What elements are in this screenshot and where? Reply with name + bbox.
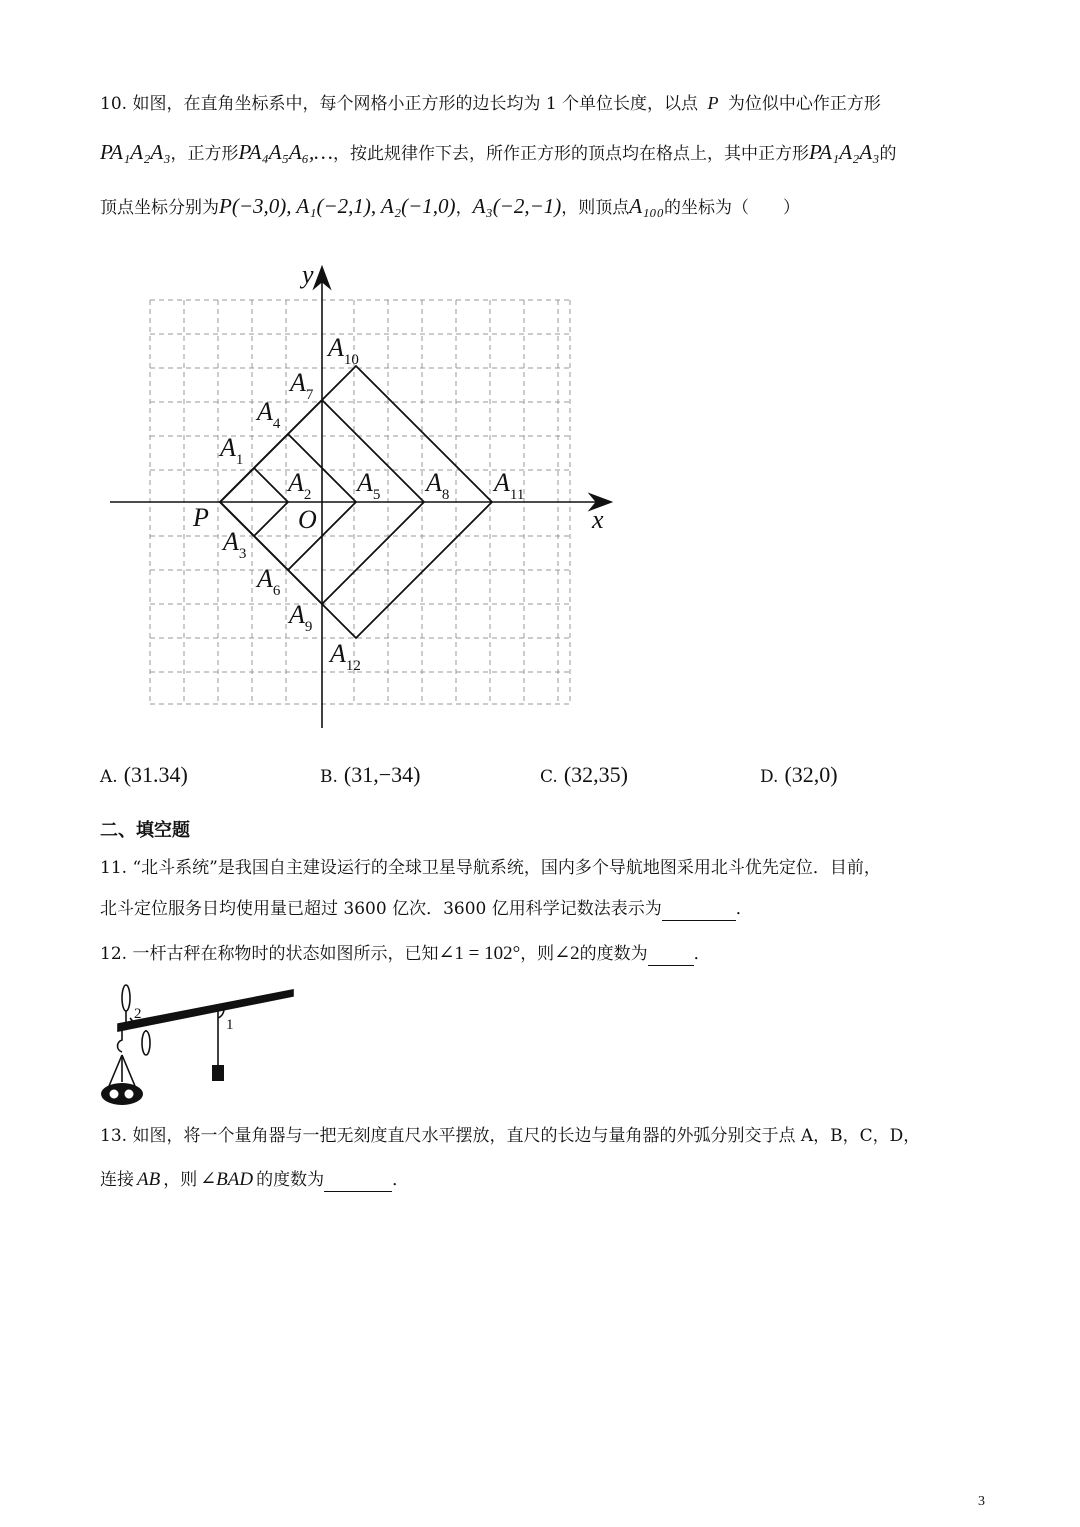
- square2: PA₄A₅A₆,…: [238, 140, 333, 164]
- answer-blank[interactable]: [648, 948, 694, 966]
- choice-value: (31.34): [123, 762, 188, 787]
- counterweight: [212, 1065, 224, 1081]
- choice-value: (32,0): [784, 762, 838, 787]
- q12-text: 12. 一杆古秤在称物时的状态如图所示，已知: [100, 944, 439, 964]
- q10-text: ，正方形: [170, 144, 239, 164]
- label-a4: $A_4$: [257, 397, 281, 432]
- answer-blank[interactable]: [662, 903, 736, 921]
- point-p-label: P: [193, 503, 209, 532]
- q11-text: 北斗定位服务日均使用量已超过 3600 亿次．3600 亿用科学记数法表示为: [100, 899, 662, 919]
- vertex-a3: A₃(−2,−1): [472, 194, 562, 218]
- label-a1: $A_1$: [220, 433, 244, 468]
- basket: [101, 1083, 143, 1105]
- angle-2: ∠2: [554, 943, 580, 964]
- q13-line2: [100, 1170, 409, 1192]
- angle-label-2: 2: [134, 1006, 142, 1022]
- q13-text: ，则: [163, 1170, 198, 1190]
- axis-y-label: y: [302, 260, 314, 289]
- coordinate-figure: [100, 255, 640, 745]
- q10-line2: [100, 142, 896, 163]
- page-number: 3: [978, 1494, 985, 1509]
- label-a12: $A_{12}$: [330, 639, 361, 674]
- q10-text: ，则顶点: [561, 198, 630, 218]
- beam: [118, 990, 293, 1031]
- q10-text: 的坐标为（ ）: [664, 198, 801, 218]
- angle-label-1: 1: [226, 1017, 234, 1033]
- choice-d[interactable]: [760, 762, 838, 788]
- angle-1: ∠1 = 102°: [438, 943, 521, 964]
- label-a3: $A_3$: [223, 527, 247, 562]
- q10-text: 顶点坐标分别为: [100, 198, 219, 218]
- q12-text: ，则: [520, 944, 555, 964]
- q11-end: ．: [735, 899, 753, 919]
- q13-end: ．: [392, 1170, 410, 1190]
- section-heading: 二、填空题: [100, 820, 190, 841]
- vertex-a100: A₁₀₀: [629, 194, 665, 218]
- q12-end: ．: [693, 944, 711, 964]
- answer-blank[interactable]: [324, 1174, 392, 1192]
- square1-ref: PA₁A₂A₃: [808, 140, 880, 164]
- origin-label: O: [298, 505, 317, 534]
- point-p: P: [707, 93, 719, 113]
- q12-line1: [100, 944, 711, 966]
- q10-text: 10. 如图，在直角坐标系中，每个网格小正方形的边长均为 1 个单位长度，以点: [100, 94, 699, 114]
- steelyard-figure: [95, 980, 305, 1108]
- choice-letter: A.: [100, 767, 118, 787]
- choice-a[interactable]: [100, 762, 188, 788]
- q10-text: 为位似中心作正方形: [727, 94, 881, 114]
- choice-value: (31,−34): [343, 762, 421, 787]
- choice-letter: C.: [540, 767, 558, 787]
- q13-text: 的度数为: [256, 1170, 325, 1190]
- square1: PA₁A₂A₃: [100, 140, 171, 164]
- label-a8: $A_8$: [426, 468, 450, 503]
- choice-letter: D.: [760, 767, 779, 787]
- q10-text: ，按此规律作下去，所作正方形的顶点均在格点上，其中正方形: [332, 144, 809, 164]
- angle-bad: ∠BAD: [200, 1169, 254, 1190]
- label-a10: $A_{10}$: [328, 333, 359, 368]
- label-a7: $A_7$: [290, 368, 314, 403]
- label-a11: $A_{11}$: [494, 468, 525, 503]
- q13-text: 连接: [100, 1170, 134, 1190]
- q11-line1: 11. “北斗系统”是我国自主建设运行的全球卫星导航系统，国内多个导航地图采用北斗优先定位．目前，: [100, 858, 881, 878]
- vertex-coords: P(−3,0), A₁(−2,1), A₂(−1,0): [219, 194, 456, 218]
- label-a2: $A_2$: [288, 468, 312, 503]
- q13-line1: 13. 如图，将一个量角器与一把无刻度直尺水平摆放，直尺的长边与量角器的外弧分别交于点 A，B，C，D，: [100, 1126, 921, 1146]
- q10-line1: [100, 94, 881, 113]
- q11-line2: [100, 901, 753, 921]
- axis-x-label: x: [592, 505, 604, 534]
- label-a5: $A_5$: [357, 468, 381, 503]
- q12-text: 的度数为: [579, 944, 648, 964]
- segment-ab: AB: [137, 1169, 161, 1190]
- q10-line3: 顶点坐标分别为P(−3,0), A₁(−2,1), A₂(−1,0)，A₃(−2,−1)，则顶点A₁₀₀的坐标为（ ）: [100, 194, 801, 218]
- choice-c[interactable]: [540, 762, 628, 788]
- label-a6: $A_6$: [257, 564, 281, 599]
- label-a9: $A_9$: [289, 600, 313, 635]
- choice-b[interactable]: [320, 762, 420, 788]
- choice-value: (32,35): [563, 762, 628, 787]
- q10-text: 的: [879, 144, 897, 164]
- choice-letter: B.: [320, 767, 338, 787]
